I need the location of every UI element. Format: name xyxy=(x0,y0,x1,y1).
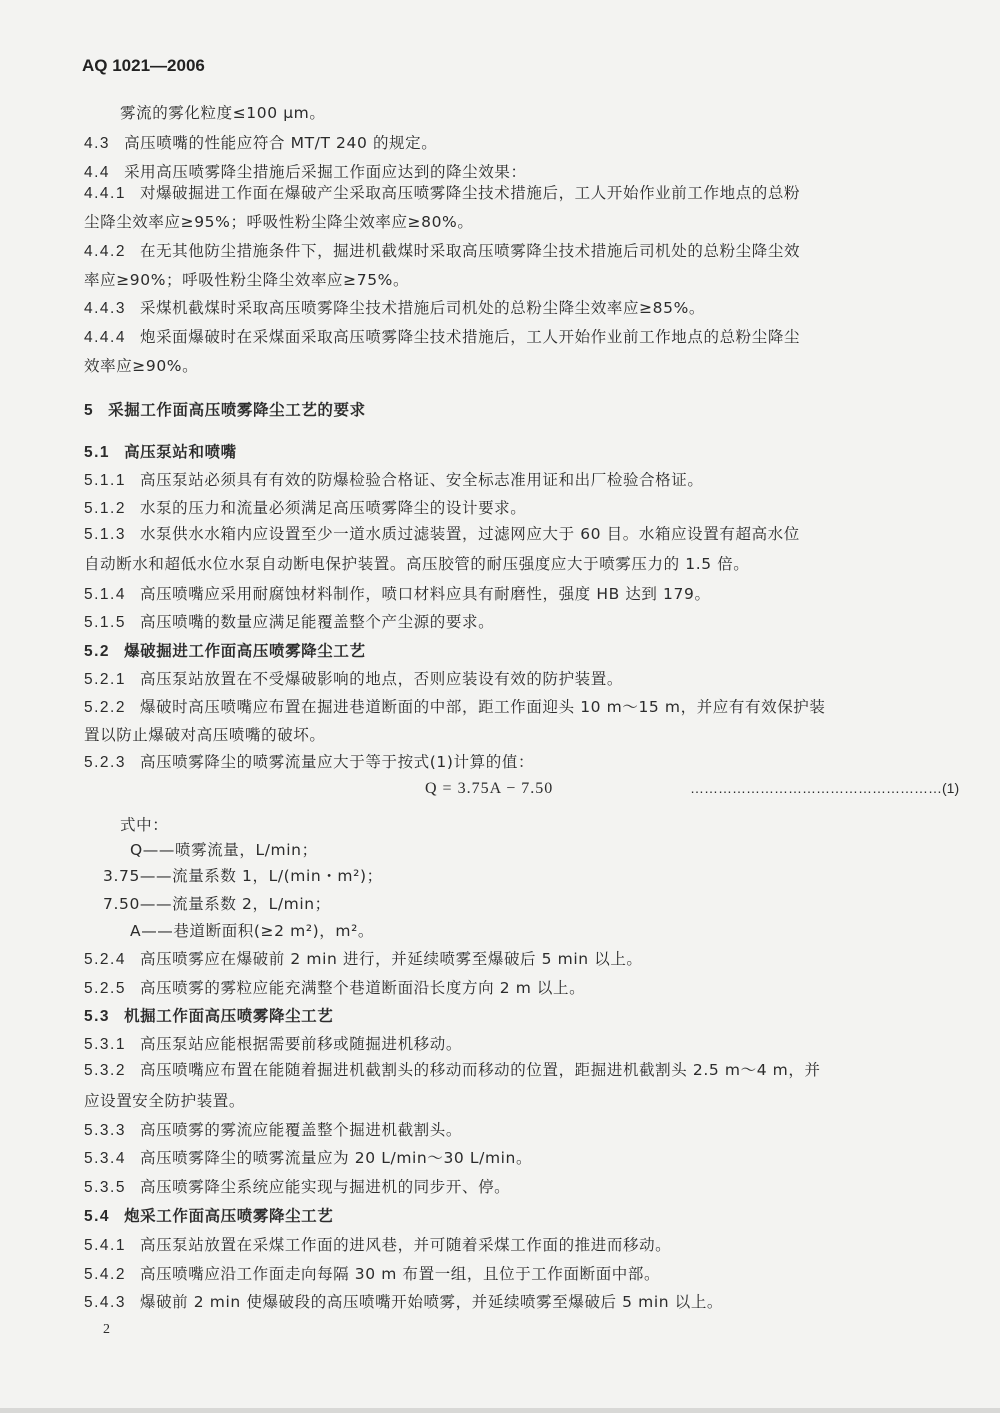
clause-5-1-3: 5.1.3 水泵供水水箱内应设置至少一道水质过滤装置，过滤网应大于 60 目。水箱应设置有超高水位 xyxy=(84,525,800,543)
clause-5-1-1: 5.1.1 高压泵站必须具有有效的防爆检验合格证、安全标志准用证和出厂检验合格证。 xyxy=(84,471,704,489)
clause-5-2-1: 5.2.1 高压泵站放置在不受爆破影响的地点，否则应装设有效的防护装置。 xyxy=(84,670,623,688)
clause-5-2-5: 5.2.5 高压喷雾的雾粒应能充满整个巷道断面沿长度方向 2 m 以上。 xyxy=(84,979,586,997)
text-line: 尘降尘效率应≥95%；呼吸性粉尘降尘效率应≥80%。 xyxy=(84,213,474,231)
clause-5-1-2: 5.1.2 水泵的压力和流量必须满足高压喷雾降尘的设计要求。 xyxy=(84,499,527,517)
variable-definition: 7.50——流量系数 2，L/min； xyxy=(103,895,331,913)
clause-5-4-3: 5.4.3 爆破前 2 min 使爆破段的高压喷嘴开始喷雾，并延续喷雾至爆破后 5 min 以上。 xyxy=(84,1293,724,1311)
clause-5-2-4: 5.2.4 高压喷雾应在爆破前 2 min 进行，并延续喷雾至爆破后 5 min 以上。 xyxy=(84,950,643,968)
clause-5-3-2: 5.3.2 高压喷嘴应布置在能随着掘进机截割头的移动而移动的位置，距掘进机截割头 2.5 m～4 m，并 xyxy=(84,1061,821,1079)
variable-definition: 3.75——流量系数 1，L/(min・m²)； xyxy=(103,867,383,885)
clause-5-4-2: 5.4.2 高压喷嘴应沿工作面走向每隔 30 m 布置一组，且位于工作面断面中部。 xyxy=(84,1265,661,1283)
text-line: 效率应≥90%。 xyxy=(84,357,199,375)
clause-5-4-1: 5.4.1 高压泵站放置在采煤工作面的进风巷，并可随着采煤工作面的推进而移动。 xyxy=(84,1236,672,1254)
formula-1: Q = 3.75A − 7.50 xyxy=(425,780,554,797)
clause-5-1-5: 5.1.5 高压喷嘴的数量应满足能覆盖整个产尘源的要求。 xyxy=(84,613,495,631)
section-5-4-heading: 5.4 炮采工作面高压喷雾降尘工艺 xyxy=(84,1207,334,1225)
section-5-1-heading: 5.1 高压泵站和喷嘴 xyxy=(84,443,237,461)
section-5-2-heading: 5.2 爆破掘进工作面高压喷雾降尘工艺 xyxy=(84,642,366,660)
clause-4-4-4: 4.4.4 炮采面爆破时在采煤面采取高压喷雾降尘技术措施后，工人开始作业前工作地点的总粉尘降尘 xyxy=(84,328,801,346)
clause-5-1-4: 5.1.4 高压喷嘴应采用耐腐蚀材料制作，喷口材料应具有耐磨性，强度 HB 达到 179。 xyxy=(84,585,711,603)
clause-5-3-1: 5.3.1 高压泵站应能根据需要前移或随掘进机移动。 xyxy=(84,1035,462,1053)
clause-4-4-1: 4.4.1 对爆破掘进工作面在爆破产尘采取高压喷雾降尘技术措施后，工人开始作业前工作地点的总粉 xyxy=(84,184,801,202)
variable-definition: A——巷道断面积(≥2 m²)，m²。 xyxy=(130,922,374,940)
text-line: 率应≥90%；呼吸性粉尘降尘效率应≥75%。 xyxy=(84,271,410,289)
page-edge xyxy=(0,1408,1000,1413)
clause-5-3-3: 5.3.3 高压喷雾的雾流应能覆盖整个掘进机截割头。 xyxy=(84,1121,462,1139)
text-line: 雾流的雾化粒度≤100 μm。 xyxy=(120,104,326,122)
clause-4-4: 4.4 采用高压喷雾降尘措施后采掘工作面应达到的降尘效果： xyxy=(84,163,527,181)
clause-4-4-3: 4.4.3 采煤机截煤时采取高压喷雾降尘技术措施后司机处的总粉尘降尘效率应≥85%。 xyxy=(84,299,706,317)
formula-number: ………………………………………………(1) xyxy=(690,780,960,796)
text-line: 置以防止爆破对高压喷嘴的破坏。 xyxy=(84,726,326,744)
clause-4-3: 4.3 高压喷嘴的性能应符合 MT/T 240 的规定。 xyxy=(84,134,438,152)
section-5-3-heading: 5.3 机掘工作面高压喷雾降尘工艺 xyxy=(84,1007,334,1025)
text-line: 应设置安全防护装置。 xyxy=(84,1092,246,1110)
clause-4-4-2: 4.4.2 在无其他防尘措施条件下，掘进机截煤时采取高压喷雾降尘技术措施后司机处的总粉尘降尘效 xyxy=(84,242,801,260)
where-label: 式中： xyxy=(120,816,169,834)
variable-definition: Q——喷雾流量，L/min； xyxy=(130,841,318,859)
clause-5-3-4: 5.3.4 高压喷雾降尘的喷雾流量应为 20 L/min～30 L/min。 xyxy=(84,1149,533,1167)
clause-5-2-2: 5.2.2 爆破时高压喷嘴应布置在掘进巷道断面的中部，距工作面迎头 10 m～15 m，并应有有效保护装 xyxy=(84,698,826,716)
section-5-heading: 5 采掘工作面高压喷雾降尘工艺的要求 xyxy=(84,401,366,419)
text-line: 自动断水和超低水位水泵自动断电保护装置。高压胶管的耐压强度应大于喷雾压力的 1.5 倍。 xyxy=(84,555,750,573)
standard-id: AQ 1021—2006 xyxy=(82,56,205,75)
clause-5-3-5: 5.3.5 高压喷雾降尘系统应能实现与掘进机的同步开、停。 xyxy=(84,1178,511,1196)
page-number: 2 xyxy=(103,1322,110,1337)
clause-5-2-3: 5.2.3 高压喷雾降尘的喷雾流量应大于等于按式(1)计算的值： xyxy=(84,753,535,771)
